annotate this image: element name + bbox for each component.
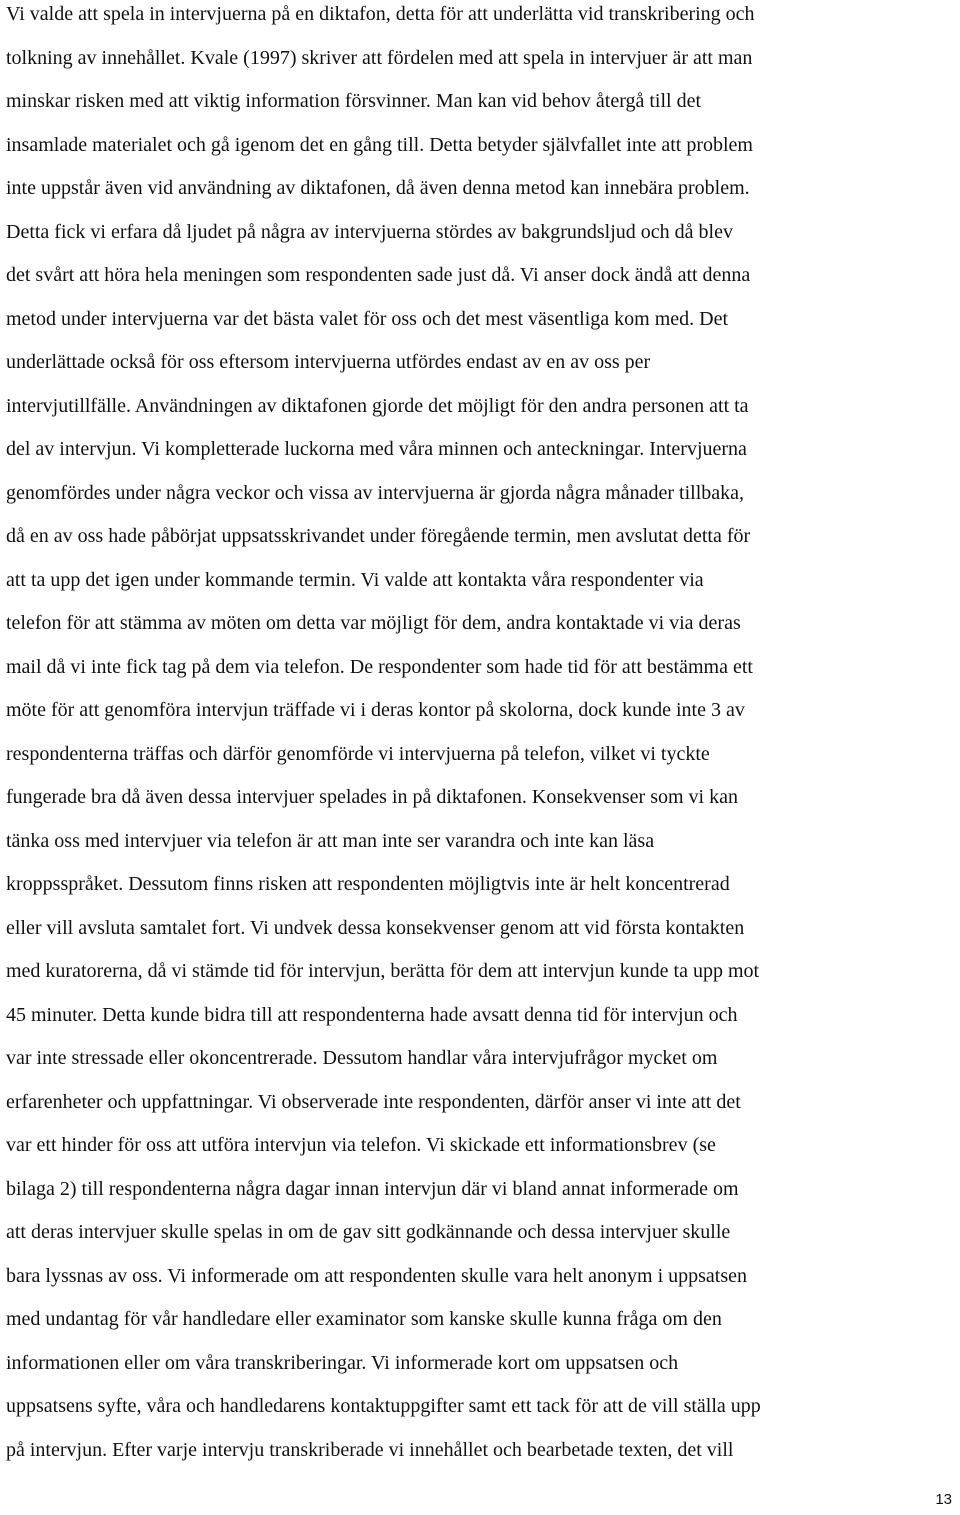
text-line: insamlade materialet och gå igenom det en gång till. Detta betyder självfallet inte att problem [6, 133, 753, 156]
text-line: respondenterna träffas och därför genomförde vi intervjuerna på telefon, vilket vi tyckte [6, 742, 710, 765]
text-line: del av intervjun. Vi kompletterade luckorna med våra minnen och anteckningar. Intervjuerna [6, 438, 747, 460]
text-line: var inte stressade eller okoncentrerade. Dessutom handlar våra intervjufrågor mycket om [6, 1047, 718, 1069]
text-line: att ta upp det igen under kommande termin. Vi valde att kontakta våra respondenter via [6, 568, 704, 591]
text-line: intervjutillfälle. Användningen av diktafonen gjorde det möjligt för den andra personen att ta [6, 394, 749, 417]
text-line: var ett hinder för oss att utföra intervjun via telefon. Vi skickade ett informationsbrev (se [6, 1134, 716, 1156]
text-line: med kuratorerna, då vi stämde tid för intervjun, berätta för dem att intervjun kunde ta upp mot [6, 960, 760, 982]
text-line: genomfördes under några veckor och vissa av intervjuerna är gjorda några månader tillbaka, [6, 481, 745, 504]
text-line: då en av oss hade påbörjat uppsatsskrivandet under föregående termin, men avslutat detta för [6, 525, 751, 547]
text-line: bilaga 2) till respondenterna några dagar innan intervjun där vi bland annat informerade om [6, 1177, 739, 1200]
text-line: uppsatsens syfte, våra och handledarens kontaktuppgifter samt ett tack för att de vill ställa upp [6, 1395, 761, 1417]
text-line: på intervjun. Efter varje intervju transkriberade vi innehållet och bearbetade texten, det vill [6, 1438, 734, 1461]
text-line: inte uppstår även vid användning av diktafonen, då även denna metod kan innebära problem. [6, 177, 750, 199]
text-line: tänka oss med intervjuer via telefon är att man inte ser varandra och inte kan läsa [6, 829, 655, 852]
text-line: bara lyssnas av oss. Vi informerade om att respondenten skulle vara helt anonym i uppsatsen [6, 1264, 748, 1287]
text-line: kroppsspråket. Dessutom finns risken att respondenten möjligtvis inte är helt koncentrerad [6, 873, 730, 895]
text-line: underlättade också för oss eftersom intervjuerna utfördes endast av en av oss per [6, 351, 651, 373]
text-line: erfarenheter och uppfattningar. Vi observerade inte respondenten, därför anser vi inte att det [6, 1090, 741, 1113]
text-line: med undantag för vår handledare eller examinator som kanske skulle kunna fråga om den [6, 1308, 722, 1330]
page-number: 13 [935, 1491, 952, 1508]
text-line: att deras intervjuer skulle spelas in om de gav sitt godkännande och dessa intervjuer skulle [6, 1221, 731, 1243]
text-line: möte för att genomföra intervjun träffade vi i deras kontor på skolorna, dock kunde inte 3 av [6, 699, 745, 721]
text-line: eller vill avsluta samtalet fort. Vi undvek dessa konsekvenser genom att vid första kontakten [6, 916, 745, 939]
text-line: det svårt att höra hela meningen som respondenten sade just då. Vi anser dock ändå att denna [6, 264, 751, 286]
body-paragraph [6, 0, 958, 1479]
text-line: fungerade bra då även dessa intervjuer spelades in på diktafonen. Konsekvenser som vi kan [6, 786, 738, 808]
text-line: informationen eller om våra transkriberingar. Vi informerade kort om uppsatsen och [6, 1351, 679, 1374]
text-line: metod under intervjuerna var det bästa valet för oss och det mest väsentliga kom med. Det [6, 307, 729, 330]
text-line: telefon för att stämma av möten om detta var möjligt för dem, andra kontaktade vi via deras [6, 612, 741, 634]
text-line: minskar risken med att viktig information försvinner. Man kan vid behov återgå till det [6, 90, 702, 112]
text-line: mail då vi inte fick tag på dem via telefon. De respondenter som hade tid för att bestämma ett [6, 655, 753, 678]
text-line: Detta fick vi erfara då ljudet på några av intervjuerna stördes av bakgrundsljud och då blev [6, 220, 733, 243]
text-line: tolkning av innehållet. Kvale (1997) skriver att fördelen med att spela in intervjuer är att man [6, 46, 753, 69]
text-line: Vi valde att spela in intervjuerna på en diktafon, detta för att underlätta vid transkribering och [6, 3, 755, 25]
text-line: 45 minuter. Detta kunde bidra till att respondenterna hade avsatt denna tid för intervjun och [6, 1003, 738, 1026]
